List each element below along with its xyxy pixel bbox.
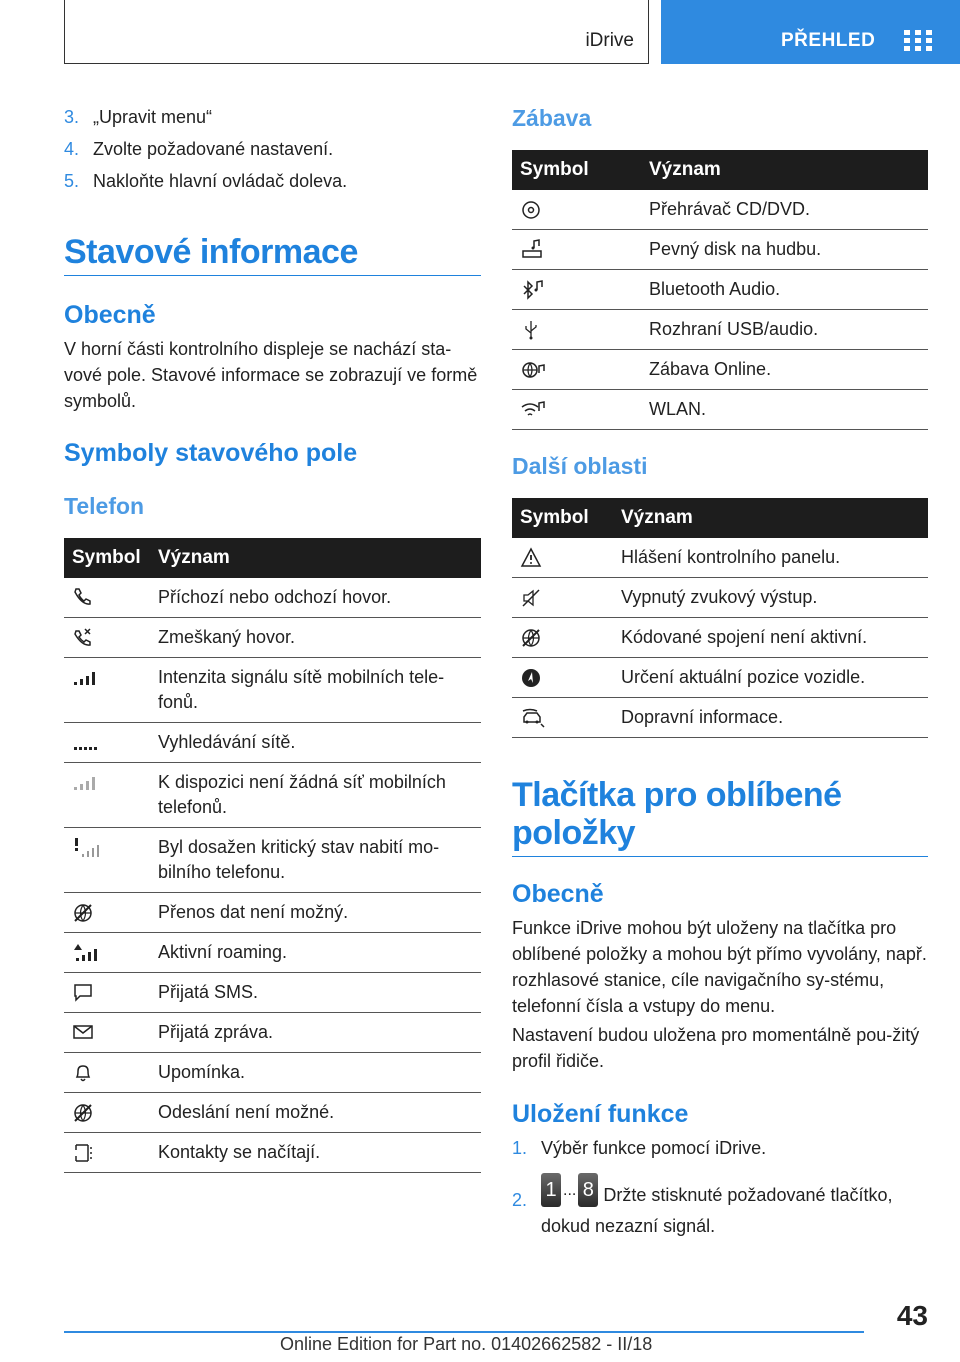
- table-row: [512, 618, 928, 658]
- table-row: [512, 190, 928, 230]
- phone-call-icon: [72, 587, 92, 607]
- table-row: [64, 893, 481, 933]
- entertainment-symbols-table: [512, 150, 928, 430]
- table-header: Symbol: [64, 538, 150, 578]
- save-steps-list: [512, 1135, 928, 1239]
- page-number: 43: [896, 1300, 928, 1331]
- symbol-meaning: Hlášení kontrolního panelu.: [613, 538, 928, 578]
- warning-triangle-icon: [520, 547, 542, 569]
- symbol-meaning: Aktivní roaming.: [150, 933, 481, 973]
- missed-call-icon: [72, 627, 94, 647]
- table-row: [512, 350, 928, 390]
- symbol-meaning: Intenzita signálu sítě mobilních tele-fonů.: [150, 658, 481, 723]
- list-item: [512, 1179, 928, 1239]
- symbol-meaning: Přijatá zpráva.: [150, 1013, 481, 1053]
- general-heading-right: Obecně: [512, 880, 604, 908]
- symbol-meaning: Pevný disk na hudbu.: [641, 230, 928, 270]
- status-symbols-heading: Symboly stavového pole: [64, 439, 358, 467]
- symbol-meaning: Určení aktuální pozice vozidle.: [613, 658, 928, 698]
- symbol-meaning: Přijatá SMS.: [150, 973, 481, 1013]
- favorites-general-text: Funkce iDrive mohou být uloženy na tlačítka pro oblíbené položky a mohou být přímo vyvolány, např. rozhlasové stanice, cíle navigačního sy-stému, telefonní čísla a vstupy do menu.: [512, 918, 927, 1016]
- table-row: [512, 658, 928, 698]
- header-section-title: iDrive: [585, 30, 634, 51]
- favorite-key-8[interactable]: 8: [578, 1173, 598, 1207]
- table-header: Symbol: [512, 150, 641, 190]
- table-row: [512, 390, 928, 430]
- symbol-meaning: Odeslání není možné.: [150, 1093, 481, 1133]
- vehicle-position-icon: [520, 667, 542, 689]
- entertainment-heading: Zábava: [512, 105, 592, 131]
- no-encryption-icon: [520, 627, 542, 649]
- symbol-meaning: WLAN.: [641, 390, 928, 430]
- roaming-icon: [72, 942, 100, 964]
- symbol-meaning: Kódované spojení není aktivní.: [613, 618, 928, 658]
- symbol-meaning: Zmeškaný hovor.: [150, 618, 481, 658]
- edition-info: Online Edition for Part no. 01402662582 - II/18: [280, 1334, 653, 1354]
- cd-dvd-icon: [520, 199, 542, 221]
- step-text: „Upravit menu“: [93, 107, 213, 127]
- bluetooth-audio-icon: [520, 279, 546, 301]
- symbol-meaning: Bluetooth Audio.: [641, 270, 928, 310]
- symbol-meaning: Kontakty se načítají.: [150, 1133, 481, 1173]
- usb-icon: [520, 319, 542, 341]
- network-search-icon: [72, 732, 100, 752]
- step-number: 5.: [64, 171, 80, 191]
- table-row: [512, 270, 928, 310]
- save-function-heading: Uložení funkce: [512, 1100, 689, 1128]
- email-icon: [72, 1022, 94, 1042]
- symbol-meaning: Zábava Online.: [641, 350, 928, 390]
- steps-list: [64, 105, 481, 201]
- key-ellipsis: ...: [563, 1181, 577, 1199]
- table-row: [64, 658, 481, 723]
- table-row: [64, 618, 481, 658]
- step-text: Držte stisknuté požadované tlačítko, dokud nezazní signál.: [541, 1184, 893, 1236]
- symbol-meaning: Dopravní informace.: [613, 698, 928, 738]
- table-row: [64, 973, 481, 1013]
- mute-icon: [520, 587, 544, 609]
- phone-symbols-table: [64, 538, 481, 1173]
- no-network-icon: [72, 772, 100, 792]
- symbol-meaning: Přehrávač CD/DVD.: [641, 190, 928, 230]
- table-row: [64, 1093, 481, 1133]
- footer-divider: [64, 1331, 864, 1333]
- symbol-meaning: Příchozí nebo odchozí hovor.: [150, 578, 481, 618]
- table-row: [64, 933, 481, 973]
- step-text: Nakloňte hlavní ovládač doleva.: [93, 171, 348, 191]
- general-text: V horní části kontrolního displeje se nachází sta-vové pole. Stavové informace se zobrazují ve formě symbolů.: [64, 339, 478, 411]
- header-chapter-title: PŘEHLED: [781, 30, 876, 51]
- symbol-meaning: Vypnutý zvukový výstup.: [613, 578, 928, 618]
- symbol-meaning: K dispozici není žádná síť mobilních telefonů.: [150, 763, 481, 828]
- step-text: Zvolte požadované nastavení.: [93, 139, 334, 159]
- sms-icon: [72, 982, 94, 1002]
- symbol-meaning: Byl dosažen kritický stav nabití mo-bilního telefonu.: [150, 828, 481, 893]
- table-header: Význam: [641, 150, 928, 190]
- step-number: 3.: [64, 107, 80, 127]
- favorites-profile-text: Nastavení budou uložena pro momentálně pou-žitý profil řidiče.: [512, 1025, 920, 1071]
- table-row: [64, 763, 481, 828]
- table-header: Význam: [613, 498, 928, 538]
- step-number: 2.: [512, 1190, 528, 1210]
- list-item: [64, 105, 481, 129]
- critical-battery-icon: [72, 837, 100, 859]
- table-row: [512, 698, 928, 738]
- signal-strength-icon: [72, 667, 100, 687]
- hard-disk-music-icon: [520, 239, 544, 261]
- contacts-loading-icon: [72, 1142, 94, 1164]
- wlan-icon: [520, 399, 546, 421]
- other-areas-heading: Další oblasti: [512, 453, 648, 479]
- table-row: [64, 828, 481, 893]
- table-header: Význam: [150, 538, 481, 578]
- favorite-key-1[interactable]: 1: [541, 1173, 561, 1207]
- favorite-keys: [541, 1173, 598, 1207]
- symbol-meaning: Přenos dat není možný.: [150, 893, 481, 933]
- general-heading: Obecně: [64, 301, 156, 329]
- symbol-meaning: Vyhledávání sítě.: [150, 723, 481, 763]
- table-row: [64, 723, 481, 763]
- status-info-heading: Stavové informace: [64, 233, 481, 276]
- table-row: [64, 1053, 481, 1093]
- table-row: [64, 1013, 481, 1053]
- traffic-info-icon: [520, 707, 546, 729]
- list-item: [512, 1135, 928, 1161]
- step-text: Výběr funkce pomocí iDrive.: [541, 1138, 767, 1158]
- symbol-meaning: Rozhraní USB/audio.: [641, 310, 928, 350]
- phone-heading: Telefon: [64, 493, 145, 519]
- table-row: [512, 538, 928, 578]
- step-number: 1.: [512, 1138, 528, 1158]
- online-entertainment-icon: [520, 359, 546, 381]
- table-row: [64, 1133, 481, 1173]
- list-item: [64, 137, 481, 161]
- overview-grid-icon: [904, 30, 932, 52]
- no-data-icon: [72, 902, 94, 924]
- symbol-meaning: Upomínka.: [150, 1053, 481, 1093]
- header-section-box: [64, 0, 649, 64]
- table-row: [512, 230, 928, 270]
- header-chapter-tab[interactable]: [661, 0, 960, 64]
- other-symbols-table: [512, 498, 928, 738]
- table-row: [512, 578, 928, 618]
- send-disabled-icon: [72, 1102, 94, 1124]
- table-row: [512, 310, 928, 350]
- reminder-bell-icon: [72, 1062, 94, 1084]
- step-number: 4.: [64, 139, 80, 159]
- favorites-heading: Tlačítka pro oblíbené položky: [512, 776, 928, 857]
- table-row: [64, 578, 481, 618]
- list-item: [64, 169, 481, 193]
- table-header: Symbol: [512, 498, 613, 538]
